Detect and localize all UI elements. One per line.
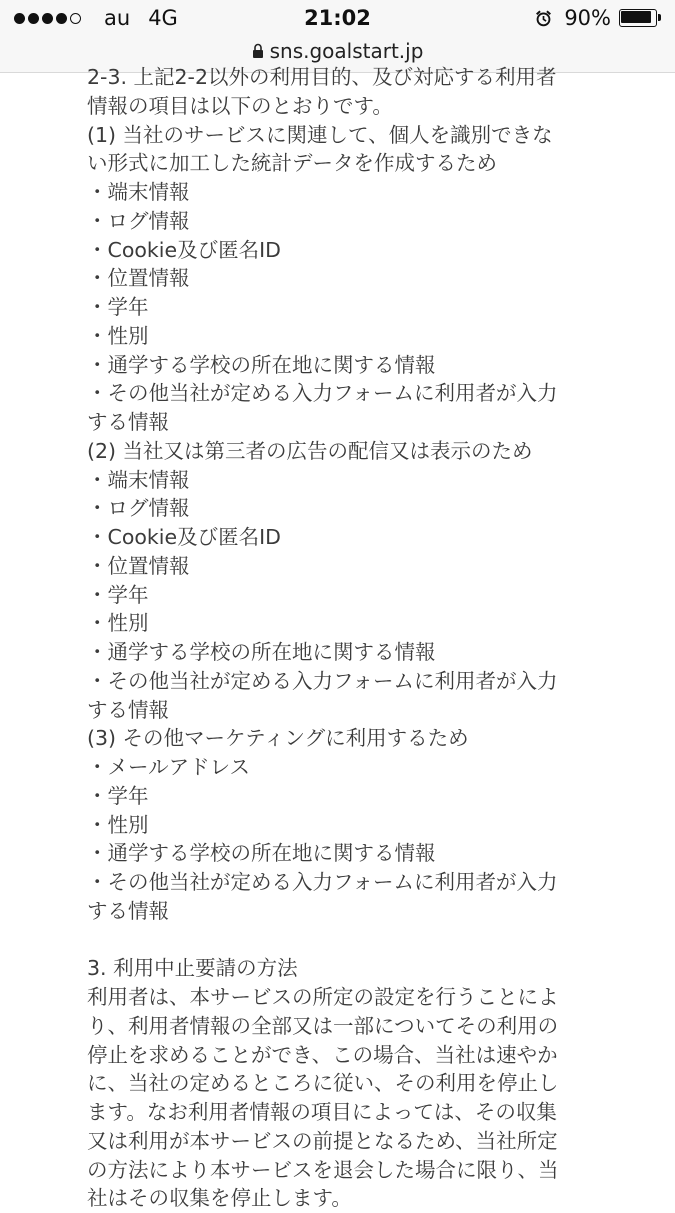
lock-icon: [252, 43, 264, 59]
status-time: 21:02: [304, 6, 371, 30]
status-right: [535, 6, 661, 30]
text-line: 停止を求めることができ、この場合、当社は速やか: [87, 1042, 558, 1067]
text-line: ・学年: [87, 295, 149, 319]
text-line: い形式に加工した統計データを作成するため: [87, 151, 497, 176]
text-line: ・性別: [87, 812, 149, 837]
text-line: [87, 926, 587, 955]
text-line: の方法により本サービスを退会した場合に限り、当: [87, 1157, 559, 1182]
text-line: ・その他当社が定める入力フォームに利用者が入力: [87, 381, 558, 406]
text-line: 又は利用が本サービスの前提となるため、当社所定: [87, 1128, 558, 1153]
text-line: ・位置情報: [87, 553, 190, 578]
text-line: ・学年: [87, 783, 149, 808]
text-line: ・通学する学校の所在地に関する情報: [87, 640, 436, 664]
text-line: ・端末情報: [87, 180, 190, 204]
text-line: ます。なお利用者情報の項目によっては、その収集: [87, 1100, 557, 1124]
text-line: ・端末情報: [87, 467, 190, 492]
text-line: する情報: [87, 697, 169, 722]
text-line: ・位置情報: [87, 266, 190, 291]
text-line: (3) その他マーケティングに利用するため: [87, 726, 469, 751]
text-line: 情報の項目は以下のとおりです。: [87, 93, 393, 118]
text-line: ・ログ情報: [87, 496, 190, 521]
text-line: (1) 当社のサービスに関連して、個人を識別できな: [87, 122, 553, 147]
text-line: する情報: [87, 410, 169, 434]
text-line: ・通学する学校の所在地に関する情報: [87, 352, 436, 377]
battery-icon: [619, 9, 661, 27]
text-line: ・通学する学校の所在地に関する情報: [87, 841, 436, 866]
text-line: ・Cookie及び匿名ID: [87, 525, 281, 549]
url-text[interactable]: sns.goalstart.jp: [269, 39, 424, 63]
text-line: 3. 利用中止要請の方法: [87, 956, 298, 981]
policy-text: [87, 63, 587, 1213]
text-line: り、利用者情報の全部又は一部についてその利用の: [87, 1013, 559, 1038]
text-line: する情報: [87, 898, 169, 923]
network-label: 4G: [148, 6, 178, 30]
text-line: ・その他当社が定める入力フォームに利用者が入力: [87, 870, 558, 894]
alarm-icon: [535, 10, 552, 27]
text-line: ・その他当社が定める入力フォームに利用者が入力: [87, 668, 558, 693]
status-bar: [0, 0, 675, 38]
text-line: ・メールアドレス: [87, 755, 250, 779]
text-line: ・学年: [87, 582, 149, 607]
text-line: 社はその収集を停止します。: [87, 1186, 352, 1211]
text-line: に、当社の定めるところに従い、その利用を停止し: [87, 1071, 559, 1096]
text-line: ・Cookie及び匿名ID: [87, 237, 281, 262]
text-line: (2) 当社又は第三者の広告の配信又は表示のため: [87, 438, 533, 463]
text-line: 2-3. 上記2-2以外の利用目的、及び対応する利用者: [87, 65, 557, 89]
text-line: ・ログ情報: [87, 208, 190, 233]
carrier-label: au: [104, 6, 131, 30]
text-line: ・性別: [87, 323, 149, 348]
battery-percent: 90%: [564, 6, 611, 30]
text-line: 利用者は、本サービスの所定の設定を行うことによ: [87, 985, 559, 1009]
text-line: ・性別: [87, 611, 149, 636]
